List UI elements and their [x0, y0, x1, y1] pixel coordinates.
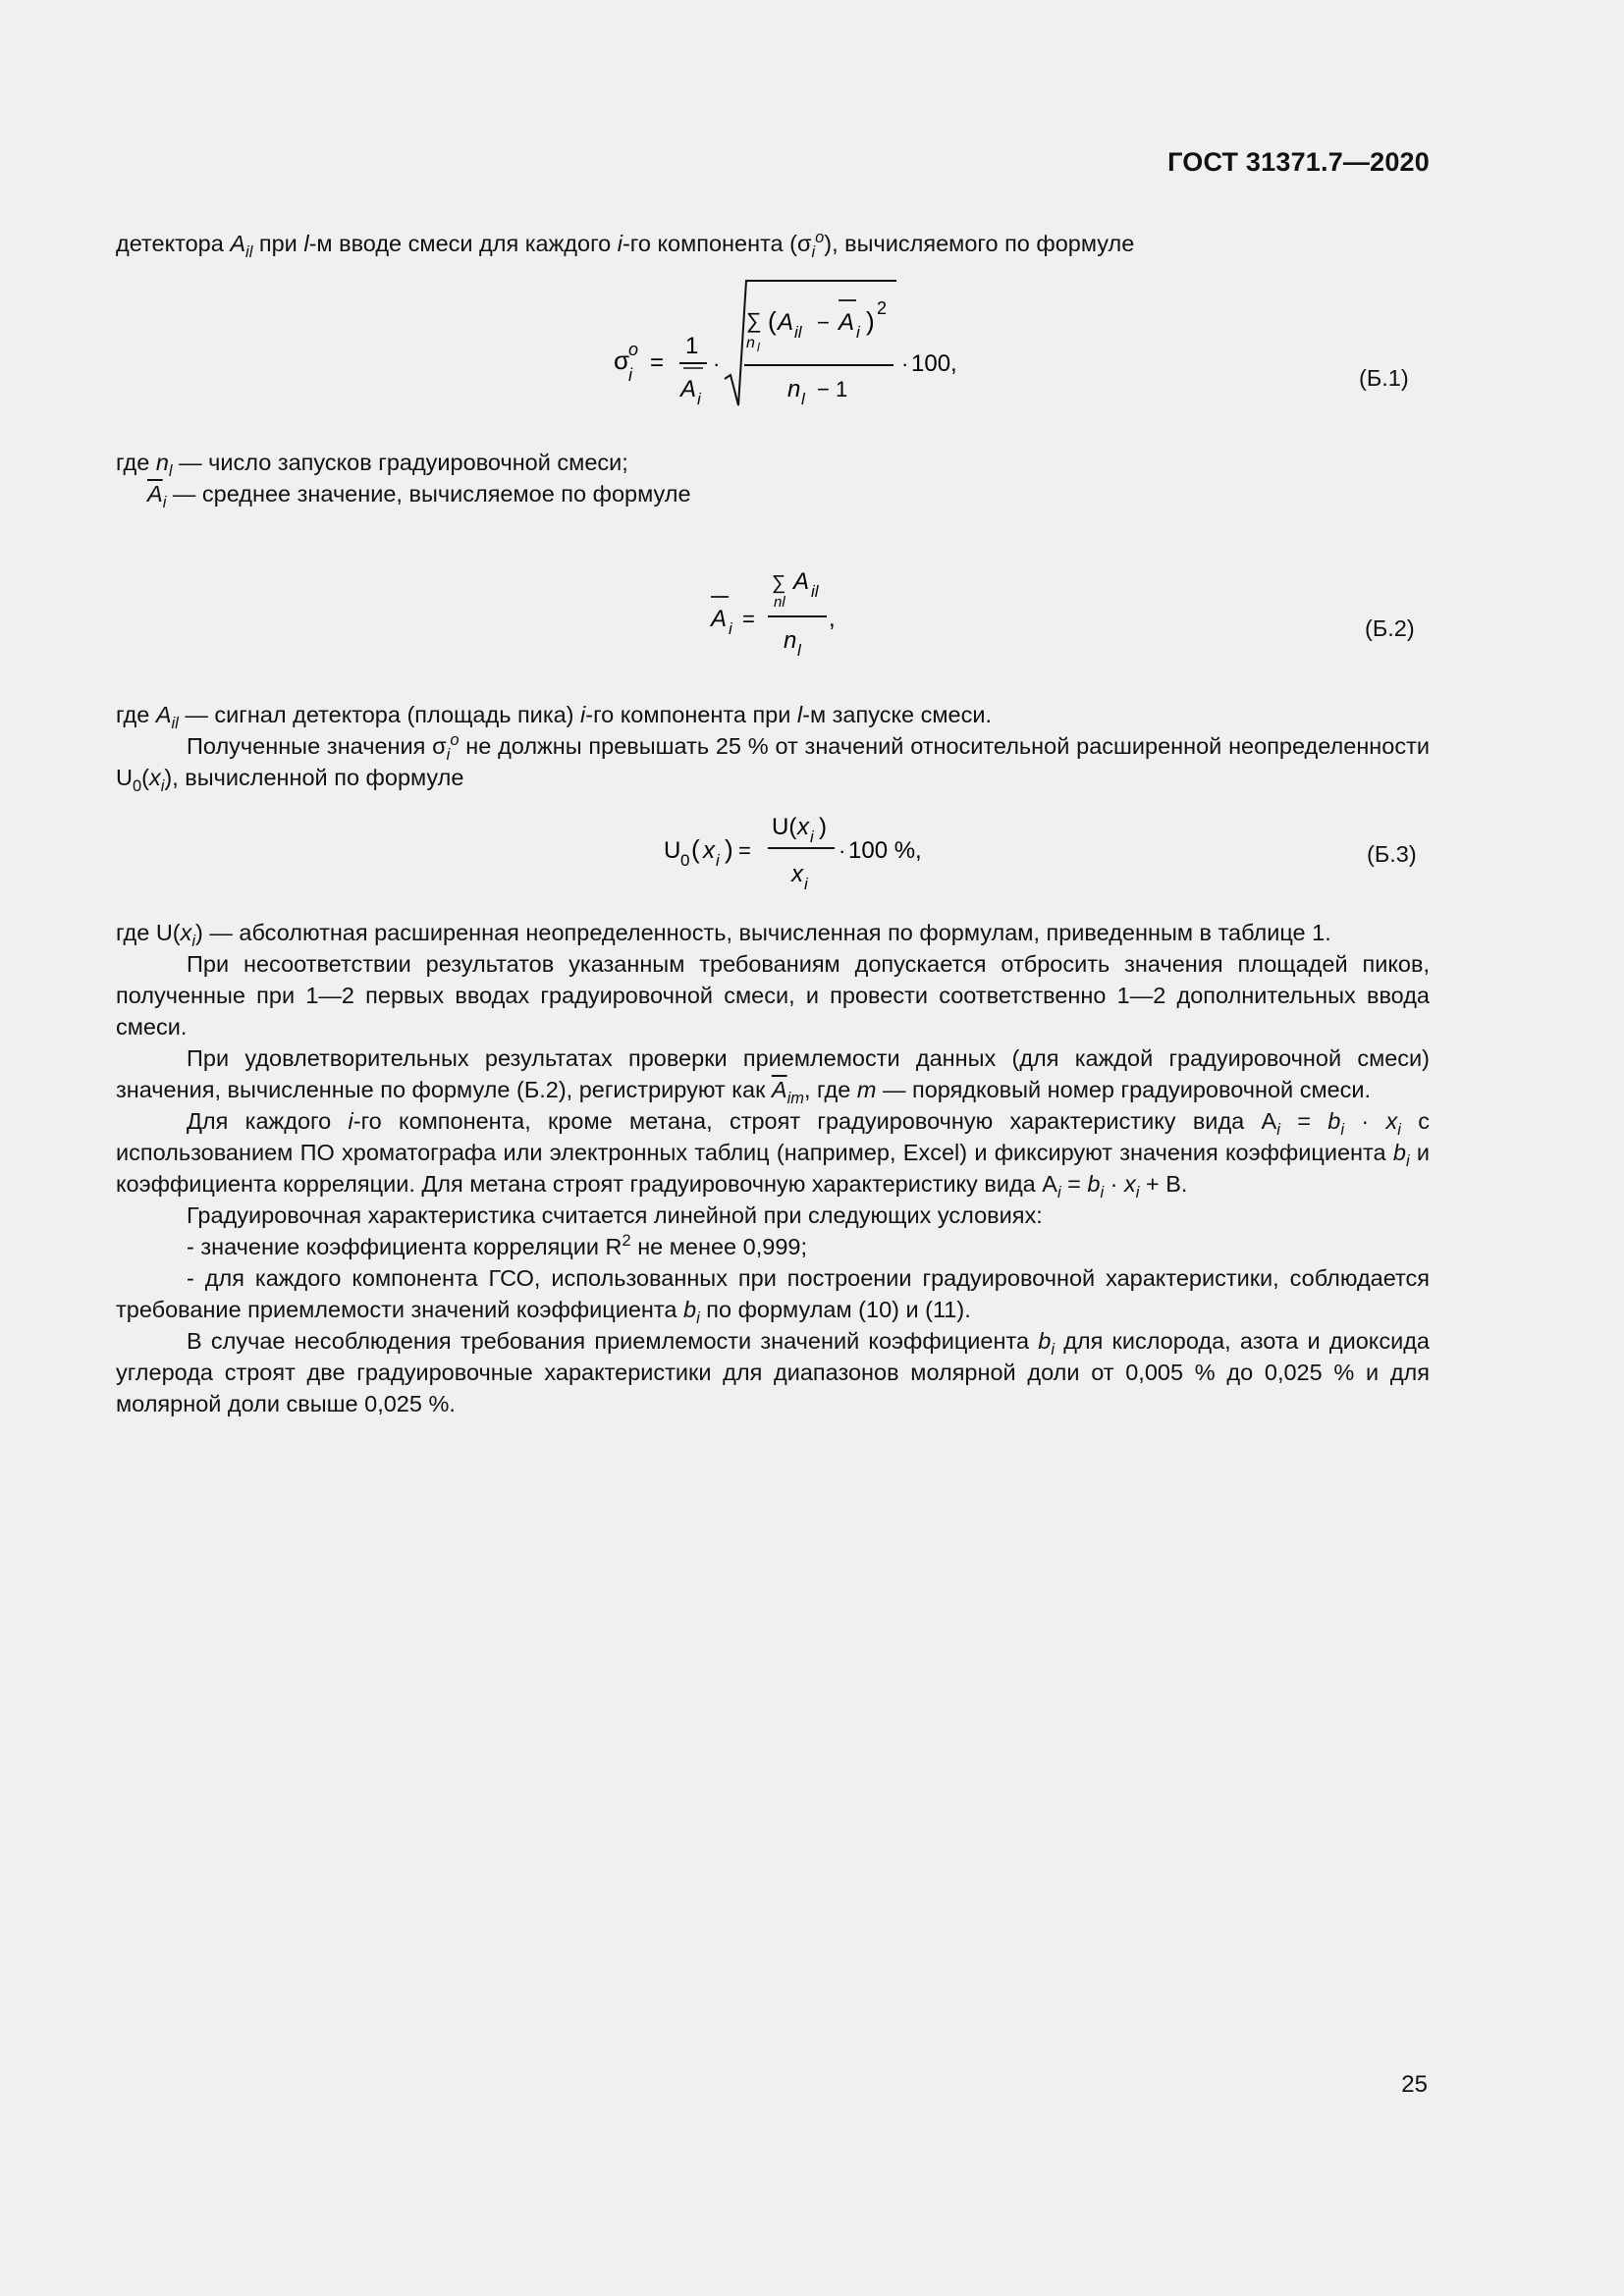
where-n-l: где $n_l$ — число запусков градуировочной смеси; — [116, 450, 628, 480]
equation-label-b1: (Б.1) — [1359, 365, 1409, 391]
svg-text:− 1: − 1 — [817, 377, 848, 401]
paragraph-discrepancy: При несоответствии результатов указанным требованиям допускается отбросить значения площадей пиков, полученные при 1—2 первых вводах градуировочной смеси, и провести соответственно 1—2 дополнительных ввода смеси. — [116, 951, 1430, 1040]
where-a-mean: $\overline{A}_i$ — среднее значение, вычисляемое по формуле — [147, 481, 691, 511]
svg-text:o: o — [628, 340, 639, 359]
paragraph-linearity-conditions: Градуировочная характеристика считается линейной при следующих условиях: — [187, 1202, 1043, 1228]
svg-text:il: il — [794, 323, 802, 342]
svg-text:i: i — [628, 365, 632, 385]
svg-text:=: = — [738, 838, 751, 863]
svg-text:=: = — [650, 349, 665, 376]
paragraph-satisfactory: При удовлетворительных результатах проверки приемлемости данных (для каждой градуировочной смеси) значения, вычисленные по формуле (Б.2), регистрируют как $\overline{A}_{im}$, где m — порядковый номер градуировочной смеси. — [116, 1045, 1430, 1107]
svg-text:U(: U( — [772, 814, 797, 840]
formula-b3 — [660, 803, 945, 901]
paragraph-calibration-characteristic: Для каждого i-го компонента, кроме метана, строят градуировочную характеристику вида $A_i = b_i \cdot x_i$ с использованием ПО хроматографа или электронных таблиц (например, Excel) и фиксируют значения коэффициента $b_i$ и коэффициента корреляции. Для метана строят градуировочную характеристику вида $A_i = b_i \cdot x_i + B$. — [116, 1108, 1431, 1201]
svg-text:∑: ∑ — [746, 308, 762, 333]
svg-text:2: 2 — [877, 298, 888, 318]
svg-text:i: i — [716, 851, 720, 870]
svg-text:): ) — [725, 834, 733, 864]
svg-text:n: n — [746, 335, 755, 351]
svg-text:·: · — [901, 351, 909, 376]
svg-text:n: n — [784, 627, 797, 654]
svg-text:A: A — [778, 309, 794, 336]
paragraph-obtained-values: Полученные значения $\sigma_i^o$ не должны превышать 25 % от значений относительной расширенной неопределенности $U_0(x_i)$, вычисленной по формуле — [116, 730, 1430, 795]
formula-b2 — [699, 556, 876, 664]
svg-text:x: x — [703, 837, 715, 864]
svg-text:·: · — [713, 351, 721, 376]
intro-paragraph: детектора $A_{il}$ при l-м вводе смеси для каждого i-го компонента $(\sigma_i^o)$, вычисляемого по формуле — [116, 228, 1135, 261]
svg-text:σ: σ — [614, 346, 630, 375]
where-a-il: где $A_{il}$ — сигнал детектора (площадь пика) i-го компонента при l-м запуске смеси. — [116, 702, 992, 732]
svg-text:): ) — [819, 814, 827, 840]
svg-text:n: n — [787, 376, 801, 402]
svg-text:(: ( — [691, 834, 700, 864]
svg-text:il: il — [811, 582, 819, 601]
svg-text:i: i — [810, 828, 814, 846]
svg-text:0: 0 — [680, 851, 690, 870]
svg-text:−: − — [817, 310, 830, 335]
svg-text:l: l — [801, 390, 805, 408]
svg-text:i: i — [697, 390, 701, 408]
svg-text:l: l — [797, 641, 801, 660]
svg-text:A: A — [680, 376, 697, 402]
svg-text:x: x — [791, 861, 803, 887]
svg-text:i: i — [804, 875, 808, 893]
svg-text:,: , — [829, 606, 836, 632]
svg-text:i: i — [856, 323, 860, 342]
svg-text:): ) — [866, 306, 875, 336]
condition-correlation: - значение коэффициента корреляции $R^2$ не менее 0,999; — [187, 1231, 807, 1259]
equation-label-b2: (Б.2) — [1365, 615, 1415, 641]
svg-text:nl: nl — [774, 594, 785, 611]
page-number: 25 — [1401, 2071, 1428, 2098]
svg-text:A: A — [711, 606, 728, 632]
where-u-xi: где $U(x_i)$ — абсолютная расширенная неопределенность, вычисленная по формулам, приведенным в таблице 1. — [116, 920, 1331, 950]
svg-text:·: · — [839, 838, 846, 863]
document-code: ГОСТ 31371.7—2020 — [1167, 147, 1430, 177]
svg-text:100,: 100, — [911, 350, 957, 377]
paragraph-nonconformity: В случае несоблюдения требования приемлемости значений коэффициента $b_i$ для кислорода, азота и диоксида углерода строят две градуировочные характеристики для диапазонов молярной доли от 0,005 % до 0,025 % и для молярной доли свыше 0,025 %. — [116, 1328, 1430, 1416]
svg-text:l: l — [757, 341, 760, 354]
equation-label-b3: (Б.3) — [1367, 841, 1417, 867]
svg-text:U: U — [664, 837, 681, 864]
svg-text:1: 1 — [685, 333, 699, 359]
svg-text:=: = — [742, 607, 755, 631]
svg-text:x: x — [797, 814, 809, 840]
svg-text:i: i — [729, 619, 732, 638]
svg-text:(: ( — [768, 306, 777, 336]
svg-text:100 %,: 100 %, — [848, 837, 922, 864]
svg-text:A: A — [839, 309, 855, 336]
formula-b1 — [599, 273, 992, 420]
svg-text:A: A — [793, 568, 810, 595]
condition-gso: - для каждого компонента ГСО, использованных при построении градуировочной характеристики, соблюдается требование приемлемости значений коэффициента $b_i$ по формулам (10) и (11). — [116, 1265, 1430, 1327]
svg-text:∑: ∑ — [772, 572, 786, 594]
